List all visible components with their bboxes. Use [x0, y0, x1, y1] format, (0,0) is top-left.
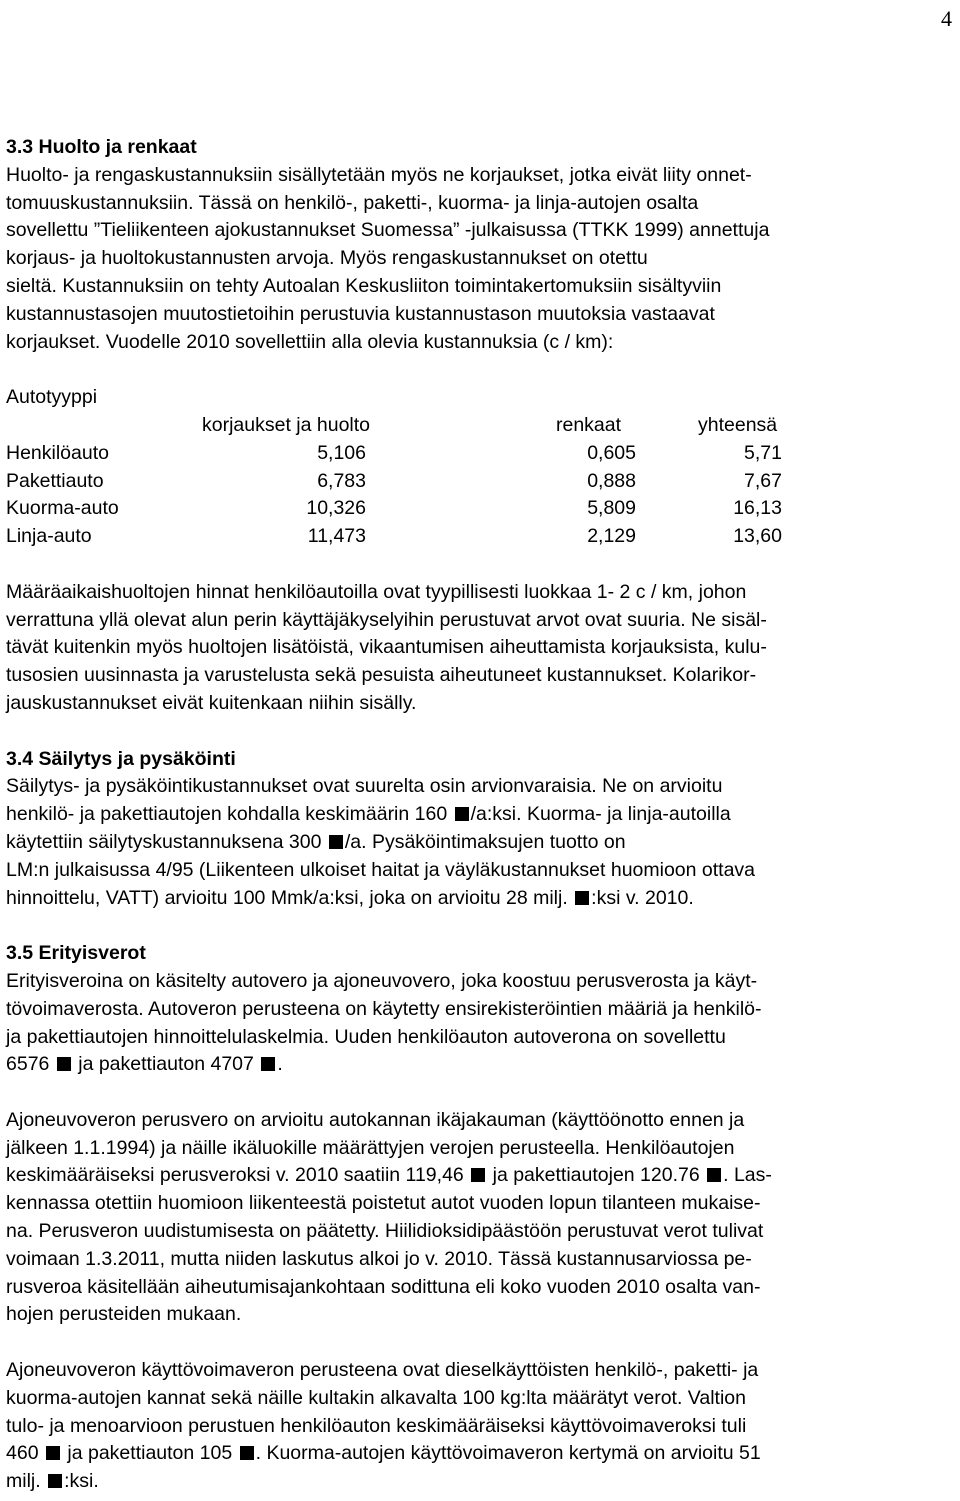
- text-line: Ajoneuvoveron käyttövoimaveron perusteena ovat dieselkäyttöisten henkilö-, paketti- ja: [6, 1359, 759, 1382]
- table-title: Autotyyppi: [6, 386, 98, 409]
- table-row: [6, 495, 954, 523]
- text-line: sieltä. Kustannuksiin on tehty Autoalan Keskusliiton toimintakertomuksiin sisältyviin: [6, 274, 722, 297]
- euro-glyph: [261, 1057, 275, 1071]
- text-line: hinnoittelu, VATT) arvioitu 100 Mmk/a:ksi, joka on arvioitu 28 milj. :ksi v. 2010.: [6, 886, 694, 909]
- vehicle-type-cell: Linja-auto: [6, 525, 92, 548]
- total-cell: 16,13: [733, 497, 782, 520]
- repairs-cell: 11,473: [307, 525, 366, 548]
- text-line: käytettiin säilytyskustannuksena 300 /a. Pysäköintimaksujen tuotto on: [6, 830, 626, 853]
- repairs-cell: 6,783: [317, 469, 366, 492]
- text-line: kustannustasojen muutostietoihin perustuvia kustannustason muutoksia vastaavat: [6, 302, 715, 325]
- page-number: 4: [941, 6, 952, 31]
- section-heading-3-4: 3.4 Säilytys ja pysäköinti: [6, 747, 236, 770]
- repairs-cell: 5,106: [317, 441, 366, 464]
- text-line: verrattuna yllä olevat alun perin käyttäjäkyselyihin perustuvat arvot ovat suuria. Ne sisäl-: [6, 608, 767, 631]
- cost-table: [6, 384, 954, 551]
- euro-glyph: [240, 1446, 254, 1460]
- table-row: [6, 440, 954, 468]
- table-row: [6, 468, 954, 496]
- text-line: keskimääräiseksi perusveroksi v. 2010 saatiin 119,46 ja pakettiautojen 120.76 . Las-: [6, 1164, 772, 1187]
- euro-glyph: [707, 1168, 721, 1182]
- text-line: LM:n julkaisussa 4/95 (Liikenteen ulkoiset haitat ja väyläkustannukset huomioon ottava: [6, 858, 756, 881]
- table-title-row: [6, 384, 954, 412]
- text-line: tävät kuitenkin myös huoltojen lisätöistä, vikaantumisen aiheuttamista korjauksista, kulu-: [6, 636, 767, 659]
- text-line: 460 ja pakettiauton 105 . Kuorma-autojen käyttövoimaveron kertymä on arvioitu 51: [6, 1442, 761, 1465]
- euro-glyph: [46, 1446, 60, 1460]
- text-line: voimaan 1.3.2011, mutta niiden laskutus alkoi jo v. 2010. Tässä kustannusarviossa pe-: [6, 1247, 752, 1270]
- text-line: korjaus- ja huoltokustannusten arvoja. Myös rengaskustannukset on otettu: [6, 247, 648, 270]
- repairs-cell: 10,326: [306, 497, 366, 520]
- text-line: Erityisveroina on käsitelty autovero ja ajoneuvovero, joka koostuu perusverosta ja käyt-: [6, 969, 758, 992]
- vehicle-type-cell: Pakettiauto: [6, 469, 104, 492]
- text-line: tomuuskustannuksiin. Tässä on henkilö-, paketti-, kuorma- ja linja-autojen osalta: [6, 191, 699, 214]
- column-header-tyres: renkaat: [556, 413, 622, 436]
- euro-glyph: [57, 1057, 71, 1071]
- document-body: [6, 134, 954, 1496]
- euro-glyph: [329, 835, 343, 849]
- section-heading-3-3: 3.3 Huolto ja renkaat: [6, 136, 197, 158]
- vehicle-type-cell: Henkilöauto: [6, 441, 109, 464]
- tyres-cell: 0,605: [587, 441, 636, 464]
- text-line: kuorma-autojen kannat sekä näille kultakin alkavalta 100 kg:lta määrätyt verot. Valtion: [6, 1386, 746, 1409]
- text-line: na. Perusveron uudistumisesta on päätetty. Hiilidioksidipäästöön perustuvat verot tulivat: [6, 1220, 764, 1243]
- tyres-cell: 0,888: [587, 469, 636, 492]
- section-heading-3-5: 3.5 Erityisverot: [6, 942, 146, 965]
- tyres-cell: 5,809: [587, 497, 636, 520]
- text-line: jälkeen 1.1.1994) ja näille ikäluokille määrättyjen verojen perusteella. Henkilöautojen: [6, 1136, 735, 1159]
- total-cell: 5,71: [744, 441, 782, 464]
- euro-glyph: [575, 891, 589, 905]
- text-line: sovellettu ”Tieliikenteen ajokustannukset Suomessa” -julkaisussa (TTKK 1999) annettuja: [6, 219, 770, 242]
- tyres-cell: 2,129: [587, 525, 636, 548]
- vehicle-type-cell: Kuorma-auto: [6, 497, 119, 520]
- text-line: tulo- ja menoarvioon perustuen henkilöauton keskimääräiseksi käyttövoimaveroksi tuli: [6, 1414, 747, 1437]
- text-line: tövoimaverosta. Autoveron perusteena on käytetty ensirekisteröintien määriä ja henkilö-: [6, 997, 762, 1020]
- total-cell: 13,60: [733, 525, 782, 548]
- text-line: kennassa otettiin huomioon liikenteestä poistetut autot vuoden lopun tilanteen mukaise-: [6, 1192, 761, 1215]
- text-line: milj. :ksi.: [6, 1470, 99, 1493]
- euro-glyph: [455, 807, 469, 821]
- text-line: jauskustannukset eivät kuitenkaan niihin sisälly.: [6, 691, 417, 714]
- text-line: tusosien uusinnasta ja varustelusta sekä pesuista aiheutuneet kustannukset. Kolarikor-: [6, 664, 757, 687]
- text-line: ja pakettiautojen hinnoittelulaskelmia. Uuden henkilöauton autoverona on sovellettu: [6, 1025, 726, 1048]
- text-line: 6576 ja pakettiauton 4707 .: [6, 1053, 283, 1076]
- column-header-total: yhteensä: [698, 413, 778, 436]
- text-line: rusveroa käsitellään aiheutumisajankohtaan sodittuna eli koko vuoden 2010 osalta van-: [6, 1275, 761, 1298]
- column-header-repairs: korjaukset ja huolto: [202, 413, 371, 436]
- euro-glyph: [471, 1168, 485, 1182]
- text-line: Ajoneuvoveron perusvero on arvioitu autokannan ikäjakauman (käyttöönotto ennen ja: [6, 1108, 745, 1131]
- total-cell: 7,67: [744, 469, 782, 492]
- table-header-row: [6, 412, 954, 440]
- text-line: korjaukset. Vuodelle 2010 sovellettiin alla olevia kustannuksia (c / km):: [6, 330, 614, 353]
- euro-glyph: [48, 1474, 62, 1488]
- text-line: Määräaikaishuoltojen hinnat henkilöautoilla ovat tyypillisesti luokkaa 1- 2 c / km, johon: [6, 580, 747, 603]
- table-row: [6, 523, 954, 551]
- text-line: hojen perusteiden mukaan.: [6, 1303, 242, 1326]
- text-line: Säilytys- ja pysäköintikustannukset ovat suurelta osin arvionvaraisia. Ne on arvioitu: [6, 775, 723, 798]
- text-line: Huolto- ja rengaskustannuksiin sisällytetään myös ne korjaukset, jotka eivät liity onnet-: [6, 163, 752, 186]
- text-line: henkilö- ja pakettiautojen kohdalla keskimäärin 160 /a:ksi. Kuorma- ja linja-autoilla: [6, 803, 731, 826]
